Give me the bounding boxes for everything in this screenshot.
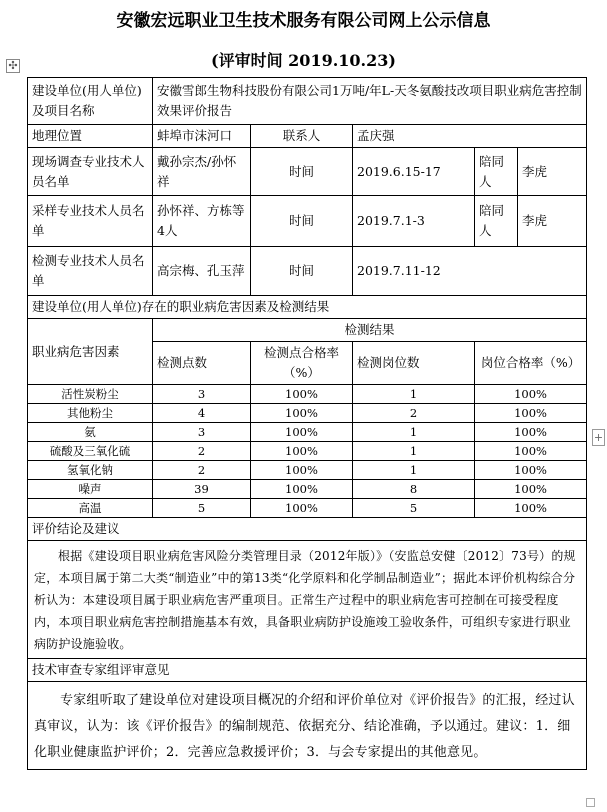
sampling-time: 2019.7.1-3 xyxy=(353,196,475,247)
col-results: 检测结果 xyxy=(153,319,587,342)
survey-time: 2019.6.15-17 xyxy=(353,148,475,196)
sampling-accomp-label: 陪同人 xyxy=(475,196,518,247)
table-row: 活性炭粉尘 3 100% 1 100% xyxy=(28,385,587,404)
add-row-icon[interactable]: + xyxy=(593,431,604,444)
survey-label: 现场调查专业技术人员名单 xyxy=(28,148,153,196)
review-text: 专家组听取了建设单位对建设项目概况的介绍和评价单位对《评价报告》的汇报，经过认真审议，认为：该《评价报告》的编制规范、依据充分、结论准确，予以通过。建议：1．细化职业健康监护评价；2．完善应急救援评价；3．与会专家提出的其他意见。 xyxy=(28,682,587,770)
testing-time: 2019.7.11-12 xyxy=(353,247,587,296)
location-value: 蚌埠市沫河口 xyxy=(153,125,251,148)
table-row: 其他粉尘 4 100% 2 100% xyxy=(28,404,587,423)
table-row: 高温 5 100% 5 100% xyxy=(28,499,587,518)
col-factor: 职业病危害因素 xyxy=(28,319,153,385)
sampling-label: 采样专业技术人员名单 xyxy=(28,196,153,247)
page-title: 安徽宏远职业卫生技术服务有限公司网上公示信息 xyxy=(116,11,491,31)
table-row: 硫酸及三氧化硫 2 100% 1 100% xyxy=(28,442,587,461)
unit-label: 建设单位(用人单位)及项目名称 xyxy=(28,78,153,125)
review-title: 技术审查专家组评审意见 xyxy=(28,659,587,682)
sampling-accomp: 李虎 xyxy=(518,196,587,247)
table-row: 氨 3 100% 1 100% xyxy=(28,423,587,442)
sampling-people: 孙怀祥、方栋等4人 xyxy=(153,196,251,247)
contact-value: 孟庆强 xyxy=(353,125,587,148)
table-row: 氢氧化钠 2 100% 1 100% xyxy=(28,461,587,480)
sampling-time-label: 时间 xyxy=(251,196,353,247)
table-row: 噪声 39 100% 8 100% xyxy=(28,480,587,499)
col-points: 检测点数 xyxy=(153,342,251,385)
survey-accomp: 李虎 xyxy=(518,148,587,196)
table-resize-handle[interactable] xyxy=(586,798,595,807)
survey-accomp-label: 陪同人 xyxy=(475,148,518,196)
conclusion-text: 根据《建设项目职业病危害风险分类管理目录（2012年版）》（安监总安健〔2012〕73号）的规定，本项目属于第二大类“制造业”中的第13类“化学原料和化学制品制造业”；据此本评价机构综合分析认为：本建设项目属于职业病危害严重项目。正常生产过程中的职业病危害可控制在可接受程度内，本项目职业病危害控制措施基本有效，具备职业病防护设施竣工验收条件，可组织专家进行职业病防护设施验收。 xyxy=(28,541,587,659)
survey-time-label: 时间 xyxy=(251,148,353,196)
col-posts: 检测岗位数 xyxy=(353,342,475,385)
contact-label: 联系人 xyxy=(251,125,353,148)
table-move-handle-icon[interactable]: ✣ xyxy=(6,59,20,73)
testing-time-label: 时间 xyxy=(251,247,353,296)
review-date: (评审时间 2019.10.23) xyxy=(211,51,396,70)
testing-people: 高宗梅、孔玉萍 xyxy=(153,247,251,296)
survey-people: 戴孙宗杰/孙怀祥 xyxy=(153,148,251,196)
disclosure-table xyxy=(27,77,587,770)
col-point-rate: 检测点合格率（%） xyxy=(251,342,353,385)
location-label: 地理位置 xyxy=(28,125,153,148)
conclusion-title: 评价结论及建议 xyxy=(28,518,587,541)
testing-label: 检测专业技术人员名单 xyxy=(28,247,153,296)
hazard-section-title: 建设单位(用人单位)存在的职业病危害因素及检测结果 xyxy=(28,296,587,319)
unit-value: 安徽雪郎生物科技股份有限公司1万吨/年L-天冬氨酸技改项目职业病危害控制效果评价报告 xyxy=(153,78,587,125)
col-post-rate: 岗位合格率（%） xyxy=(475,342,587,385)
